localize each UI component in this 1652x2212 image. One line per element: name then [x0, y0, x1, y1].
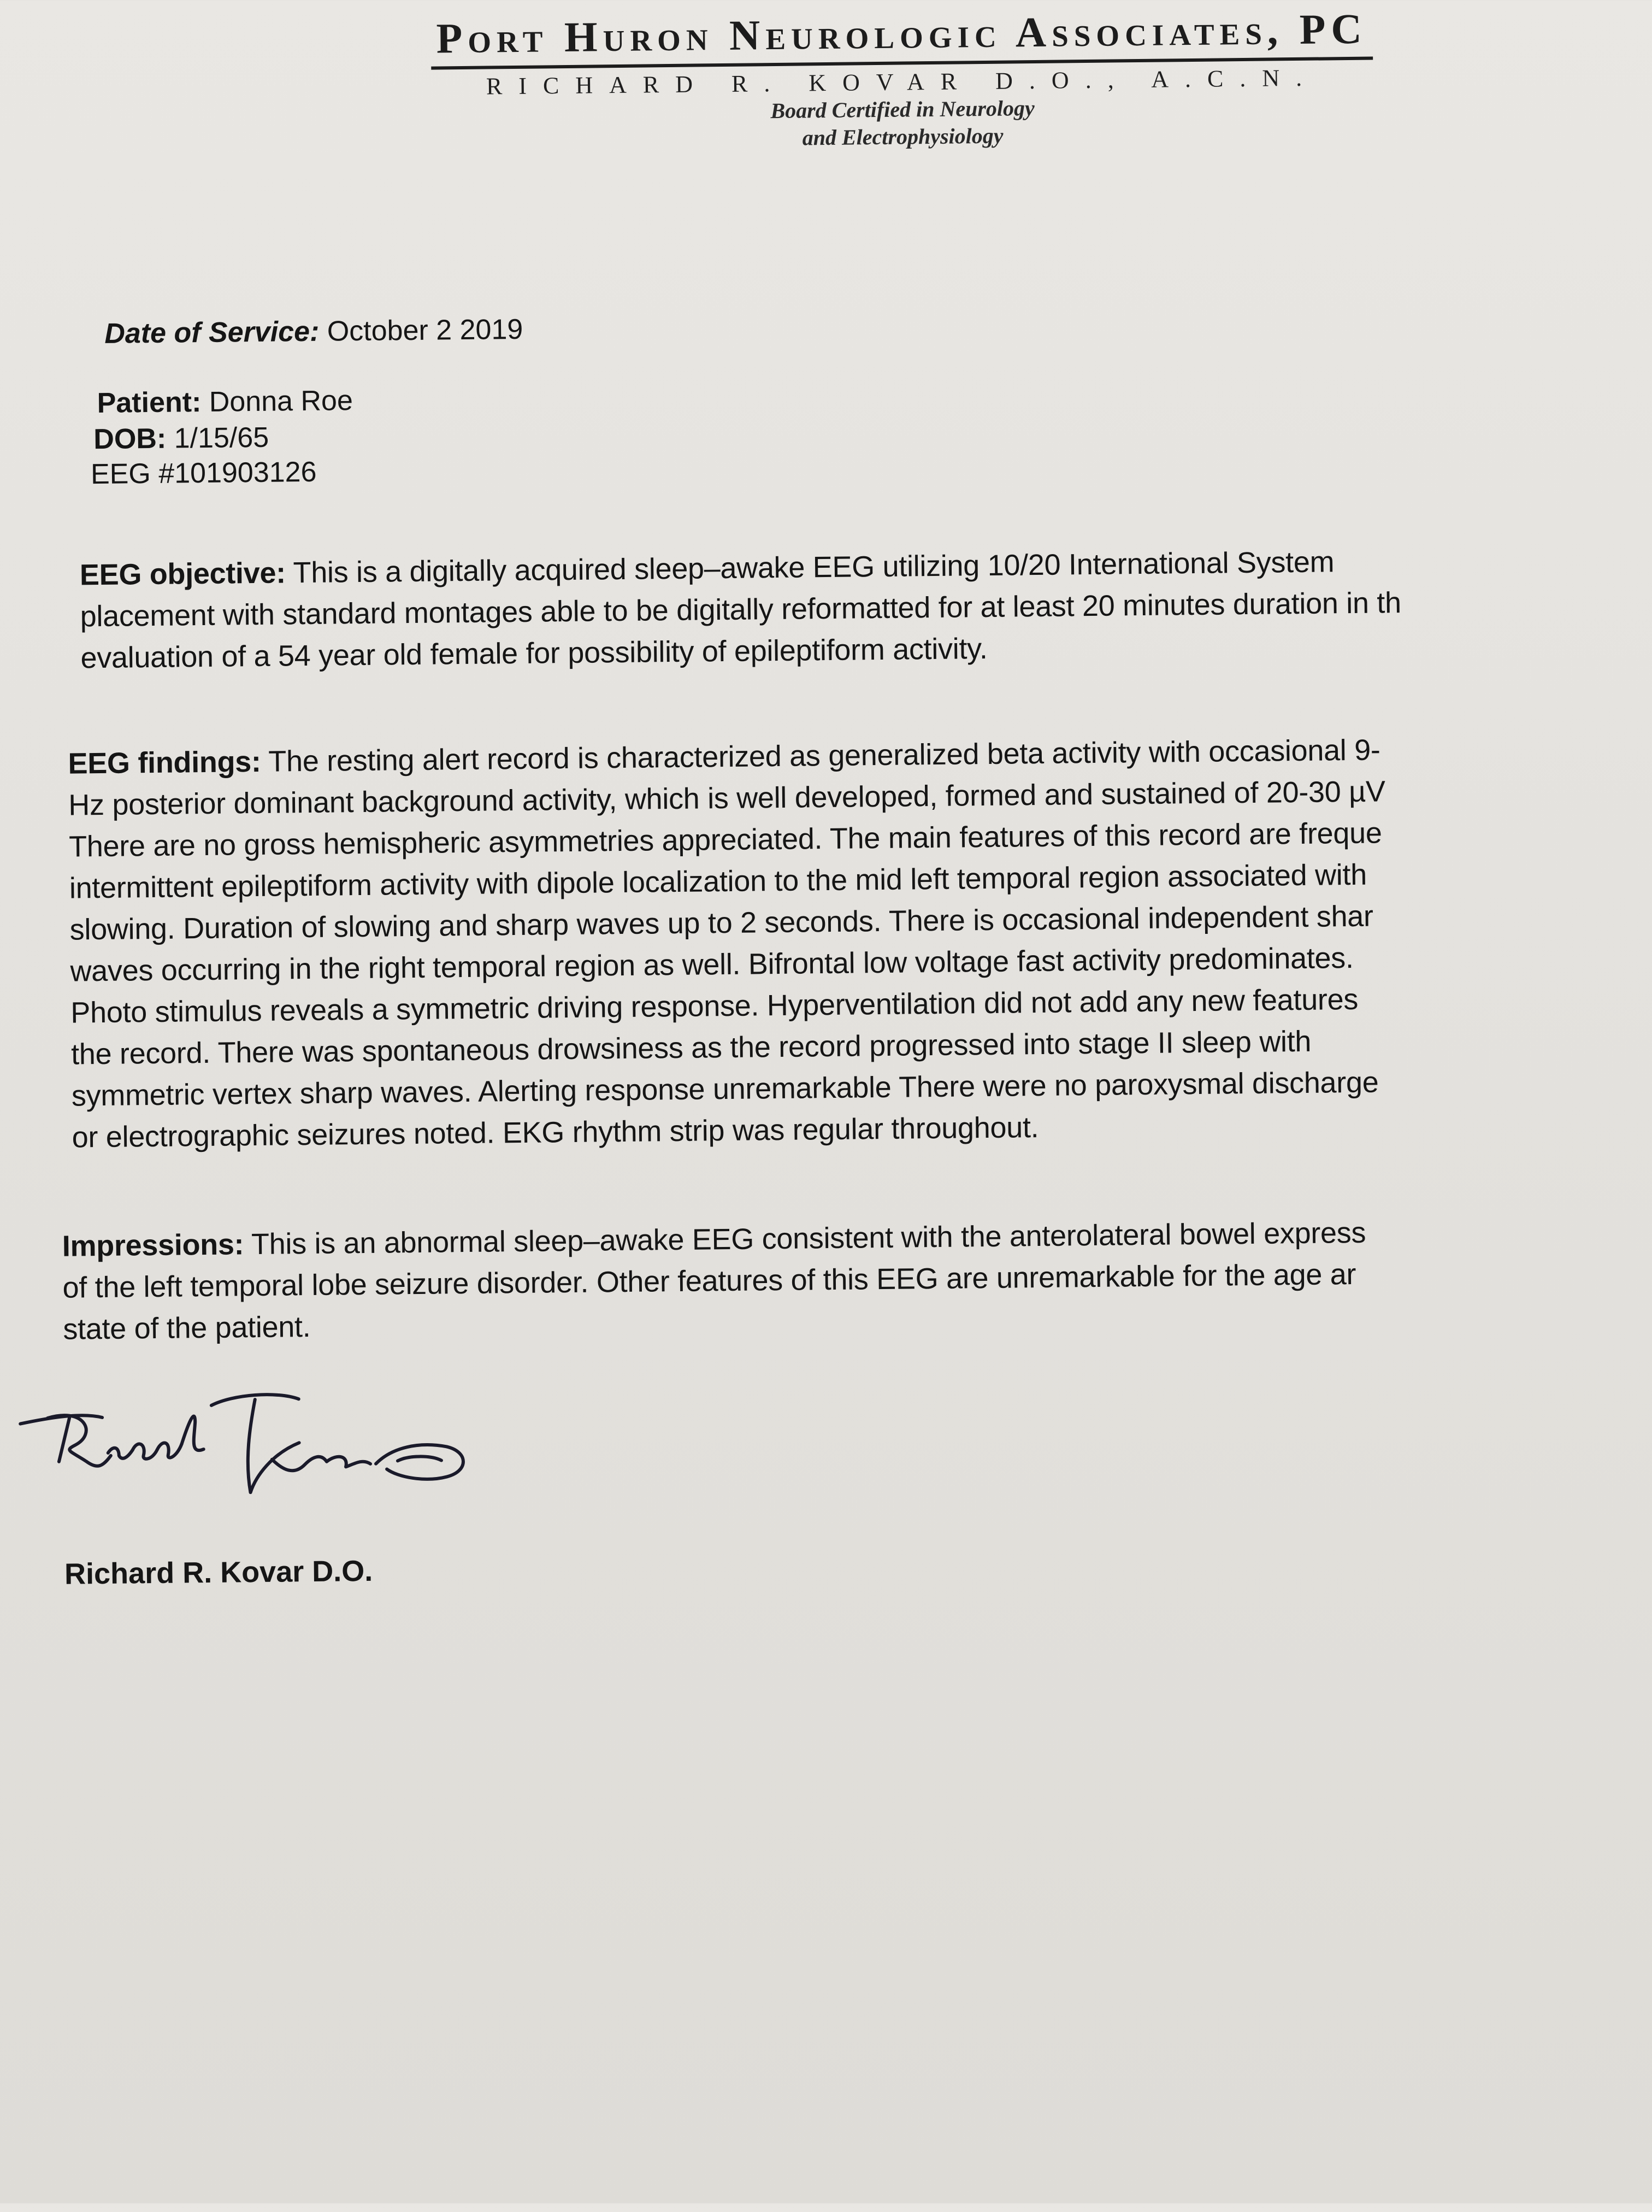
findings-line: symmetric vertex sharp waves. Alerting response unremarkable There were no paroxysmal discharge	[71, 1066, 1379, 1113]
findings-line: The resting alert record is characterized as generalized beta activity with occasional 9-	[268, 733, 1380, 778]
signer-name: Richard R. Kovar D.O.	[64, 1554, 373, 1591]
findings-line: Hz posterior dominant background activity, which is well developed, formed and sustained of 20-30 µV	[68, 775, 1385, 822]
findings-line: There are no gross hemispheric asymmetries appreciated. The main features of this record are freque	[68, 816, 1382, 863]
impressions-section	[62, 1208, 1652, 1350]
findings-line: or electrographic seizures noted. EKG rhythm strip was regular throughout.	[72, 1111, 1039, 1154]
dob-value: 1/15/65	[174, 421, 269, 455]
impressions-line: of the left temporal lobe seizure disorder. Other features of this EEG are unremarkable for the age ar	[62, 1257, 1356, 1304]
impressions-line: state of the patient.	[63, 1310, 311, 1346]
objective-line: This is a digitally acquired sleep–awake EEG utilizing 10/20 International System	[293, 545, 1335, 590]
date-of-service	[104, 312, 523, 351]
date-of-birth	[93, 420, 269, 457]
eeg-objective-section	[80, 537, 1652, 679]
patient-value: Donna Roe	[209, 385, 353, 418]
dob-label: DOB:	[93, 422, 167, 456]
date-of-service-label: Date of Service:	[104, 315, 320, 350]
doctor-credentials: RICHARD R. KOVAR D.O., A.C.N.	[486, 64, 1319, 100]
objective-line: evaluation of a 54 year old female for possibility of epileptiform activity.	[80, 632, 988, 675]
certification-line-2: and Electrophysiology	[802, 123, 1004, 150]
date-of-service-value: October 2 2019	[327, 313, 523, 348]
practice-name: Port Huron Neurologic Associates, PC	[430, 4, 1373, 70]
findings-line: intermittent epileptiform activity with dipole localization to the mid left temporal region associated with	[69, 858, 1367, 905]
objective-label: EEG objective:	[79, 556, 286, 592]
eeg-number: EEG #101903126	[90, 456, 317, 491]
patient-name	[97, 383, 353, 421]
handwritten-signature	[14, 1380, 508, 1527]
findings-line: waves occurring in the right temporal region as well. Bifrontal low voltage fast activity predominates.	[70, 941, 1354, 988]
patient-label: Patient:	[97, 386, 202, 420]
eeg-findings-section	[68, 725, 1652, 1158]
letterhead	[257, 2, 1548, 157]
findings-line: slowing. Duration of slowing and sharp waves up to 2 seconds. There is occasional independent shar	[69, 899, 1373, 946]
certification-line-1: Board Certified in Neurology	[770, 96, 1035, 123]
impressions-label: Impressions:	[62, 1228, 244, 1263]
objective-line: placement with standard montages able to be digitally reformatted for at least 20 minutes duration in th	[80, 586, 1402, 633]
findings-line: the record. There was spontaneous drowsiness as the record progressed into stage II sleep with	[70, 1025, 1312, 1071]
impressions-line: This is an abnormal sleep–awake EEG consistent with the anterolateral bowel express	[251, 1216, 1366, 1261]
findings-line: Photo stimulus reveals a symmetric driving response. Hyperventilation did not add any new features	[70, 983, 1359, 1029]
findings-label: EEG findings:	[68, 745, 261, 780]
